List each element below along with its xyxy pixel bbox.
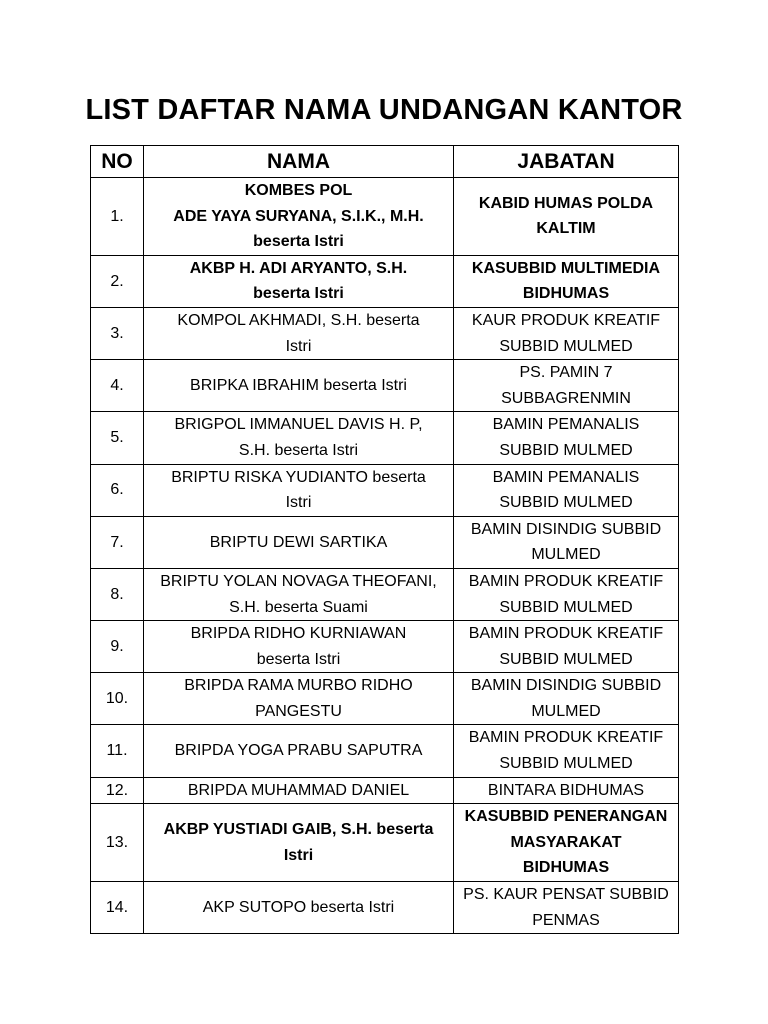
cell-jabatan [454,412,679,464]
table-row [91,255,679,307]
cell-nama [144,673,454,725]
row-number: 9. [91,621,144,673]
row-number: 10. [91,673,144,725]
table-row [91,568,679,620]
cell-nama [144,621,454,673]
cell-jabatan [454,725,679,777]
cell-nama [144,412,454,464]
table-row [91,725,679,777]
cell-jabatan [454,360,679,412]
nama-line: beserta Istri [253,285,344,303]
cell-nama [144,516,454,568]
jabatan-line: KASUBBID MULTIMEDIA [471,259,661,277]
table-row [91,882,679,934]
jabatan-line: KAUR PRODUK KREATIF [471,311,661,329]
cell-nama [144,804,454,882]
jabatan-line: BAMIN DISINDIG SUBBID [470,520,662,538]
jabatan-line: BAMIN PRODUK KREATIF [468,572,664,590]
row-number: 5. [91,412,144,464]
cell-nama [144,178,454,256]
nama-line: S.H. beserta Suami [229,598,368,616]
jabatan-line: PS. PAMIN 7 [519,364,613,382]
cell-jabatan [454,255,679,307]
row-number: 3. [91,307,144,359]
jabatan-line: PS. KAUR PENSAT SUBBID [463,886,669,904]
nama-line: S.H. beserta Istri [238,441,359,459]
jabatan-line: MULMED [531,702,601,720]
cell-nama [144,464,454,516]
row-number: 11. [91,725,144,777]
nama-line: BRIPDA RIDHO KURNIAWAN [190,625,407,643]
jabatan-line: SUBBID MULMED [499,598,633,616]
table-row [91,360,679,412]
invitation-table [90,145,679,934]
jabatan-line: KABID HUMAS POLDA [478,194,654,212]
cell-jabatan [454,777,679,804]
nama-line: PANGESTU [255,702,342,720]
jabatan-line: BIDHUMAS [522,285,610,303]
jabatan-line: MULMED [531,546,601,564]
jabatan-line: SUBBAGRENMIN [501,389,631,407]
nama-line: Istri [285,337,312,355]
row-number: 8. [91,568,144,620]
nama-line: BRIPKA IBRAHIM beserta Istri [190,376,407,394]
nama-line: BRIPTU DEWI SARTIKA [209,533,388,551]
nama-line: BRIPDA RAMA MURBO RIDHO [184,677,413,695]
header-no: NO [91,146,144,178]
nama-line: KOMBES POL [244,182,353,199]
row-number: 7. [91,516,144,568]
cell-jabatan [454,804,679,882]
table-row [91,516,679,568]
jabatan-line: SUBBID MULMED [499,650,633,668]
cell-nama [144,777,454,804]
nama-line: KOMPOL AKHMADI, S.H. beserta [177,311,420,329]
jabatan-line: PENMAS [532,911,600,929]
table-row [91,777,679,804]
table-row [91,464,679,516]
jabatan-line: BIDHUMAS [522,859,610,877]
nama-line: BRIGPOL IMMANUEL DAVIS H. P, [174,416,423,434]
jabatan-line: KALTIM [536,220,596,238]
nama-line: BRIPDA MUHAMMAD DANIEL [187,781,410,799]
nama-line: beserta Istri [253,233,344,251]
jabatan-line: BAMIN PRODUK KREATIF [468,729,664,747]
table-row [91,307,679,359]
header-nama: NAMA [144,146,454,178]
jabatan-line: KASUBBID PENERANGAN [464,808,668,826]
jabatan-line: SUBBID MULMED [499,337,633,355]
table-row [91,621,679,673]
row-number: 2. [91,255,144,307]
nama-line: AKBP YUSTIADI GAIB, S.H. beserta [163,821,434,839]
row-number: 12. [91,777,144,804]
jabatan-line: BAMIN PEMANALIS [492,468,640,486]
nama-line: ADE YAYA SURYANA, S.I.K., M.H. [173,207,424,225]
cell-nama [144,568,454,620]
cell-nama [144,725,454,777]
jabatan-line: BAMIN PRODUK KREATIF [468,625,664,643]
cell-jabatan [454,673,679,725]
nama-line: AKBP H. ADI ARYANTO, S.H. [189,259,408,277]
nama-line: BRIPTU YOLAN NOVAGA THEOFANI, [160,572,437,590]
cell-nama [144,882,454,934]
cell-nama [144,360,454,412]
table-row [91,673,679,725]
nama-line: beserta Istri [256,650,341,668]
table-row [91,804,679,882]
jabatan-line: SUBBID MULMED [499,755,633,773]
row-number: 4. [91,360,144,412]
row-number: 14. [91,882,144,934]
nama-line: BRIPTU RISKA YUDIANTO beserta [171,468,426,486]
cell-jabatan [454,464,679,516]
jabatan-line: SUBBID MULMED [499,494,633,512]
table-row [91,412,679,464]
nama-line: AKP SUTOPO beserta Istri [202,898,395,916]
jabatan-line: MASYARAKAT [510,833,622,851]
cell-jabatan [454,516,679,568]
nama-line: Istri [285,494,312,512]
jabatan-line: BINTARA BIDHUMAS [487,781,645,799]
jabatan-line: SUBBID MULMED [499,441,633,459]
document-title: LIST DAFTAR NAMA UNDANGAN KANTOR [85,94,683,126]
table-row [91,178,679,256]
jabatan-line: BAMIN PEMANALIS [492,416,640,434]
cell-jabatan [454,621,679,673]
row-number: 6. [91,464,144,516]
jabatan-line: BAMIN DISINDIG SUBBID [470,677,662,695]
row-number: 13. [91,804,144,882]
cell-jabatan [454,568,679,620]
cell-nama [144,255,454,307]
cell-nama [144,307,454,359]
cell-jabatan [454,178,679,256]
table-header-row [91,146,679,178]
header-jabatan: JABATAN [454,146,679,178]
cell-jabatan [454,307,679,359]
row-number: 1. [91,178,144,256]
nama-line: BRIPDA YOGA PRABU SAPUTRA [174,742,423,760]
nama-line: Istri [283,846,314,864]
cell-jabatan [454,882,679,934]
table-body [91,178,679,934]
